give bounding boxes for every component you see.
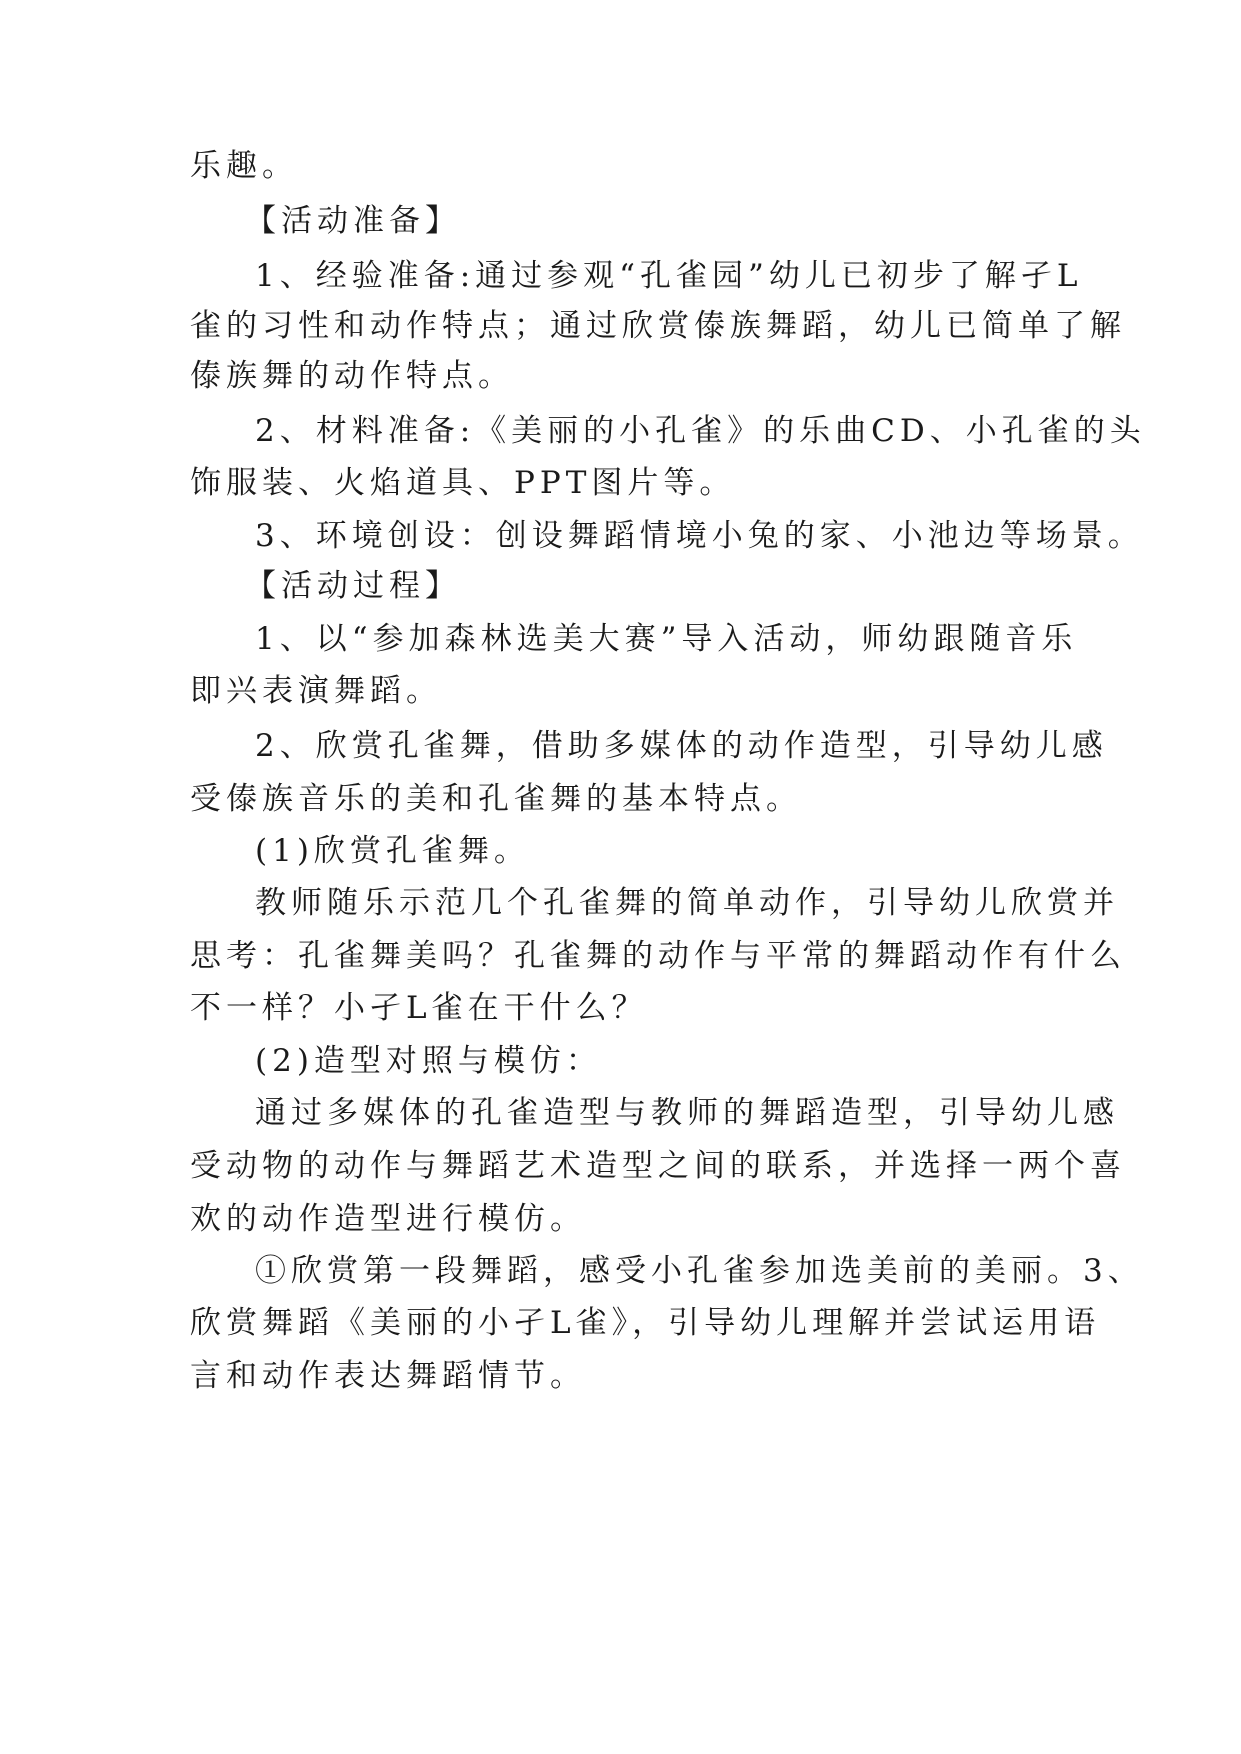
text-line: 乐趣。: [190, 148, 298, 184]
text-line: (2)造型对照与模仿：: [255, 1043, 602, 1079]
text-line: 通过多媒体的孔雀造型与教师的舞蹈造型，引导幼儿感: [255, 1095, 1119, 1131]
text-line: ①欣赏第一段舞蹈，感受小孔雀参加选美前的美丽。3、: [255, 1253, 1144, 1289]
text-line: 雀的习性和动作特点；通过欣赏傣族舞蹈，幼儿已简单了解: [190, 308, 1126, 344]
text-line: (1)欣赏孔雀舞。: [255, 833, 530, 869]
text-line: 1、经验准备:通过参观“孔雀园”幼儿已初步了解孑L: [255, 258, 1083, 294]
text-line: 受动物的动作与舞蹈艺术造型之间的联系，并选择一两个喜: [190, 1148, 1126, 1184]
text-line: 1、以“参加森林选美大赛”导入活动，师幼跟随音乐: [255, 621, 1078, 657]
text-line: 受傣族音乐的美和孔雀舞的基本特点。: [190, 781, 802, 817]
text-line: 3、环境创设：创设舞蹈情境小兔的家、小池边等场景。: [255, 518, 1144, 554]
text-line: 不一样？小孑L雀在干什么？: [190, 990, 648, 1026]
text-line: 2、欣赏孔雀舞，借助多媒体的动作造型，引导幼儿感: [255, 728, 1108, 764]
text-line: 欣赏舞蹈《美丽的小孑L雀》，引导幼儿理解并尝试运用语: [190, 1305, 1101, 1341]
text-line: 2、材料准备:《美丽的小孔雀》的乐曲CD、小孔雀的头: [255, 413, 1146, 449]
text-line: 傣族舞的动作特点。: [190, 358, 514, 394]
text-line: 言和动作表达舞蹈情节。: [190, 1358, 586, 1394]
section-heading: 【活动准备】: [245, 203, 461, 239]
text-line: 欢的动作造型进行模仿。: [190, 1201, 586, 1237]
section-heading: 【活动过程】: [245, 568, 461, 604]
text-line: 教师随乐示范几个孔雀舞的简单动作，引导幼儿欣赏并: [255, 885, 1119, 921]
text-line: 饰服装、火焰道具、PPT图片等。: [190, 465, 736, 501]
text-line: 即兴表演舞蹈。: [190, 673, 442, 709]
text-line: 思考：孔雀舞美吗？孔雀舞的动作与平常的舞蹈动作有什么: [190, 938, 1126, 974]
